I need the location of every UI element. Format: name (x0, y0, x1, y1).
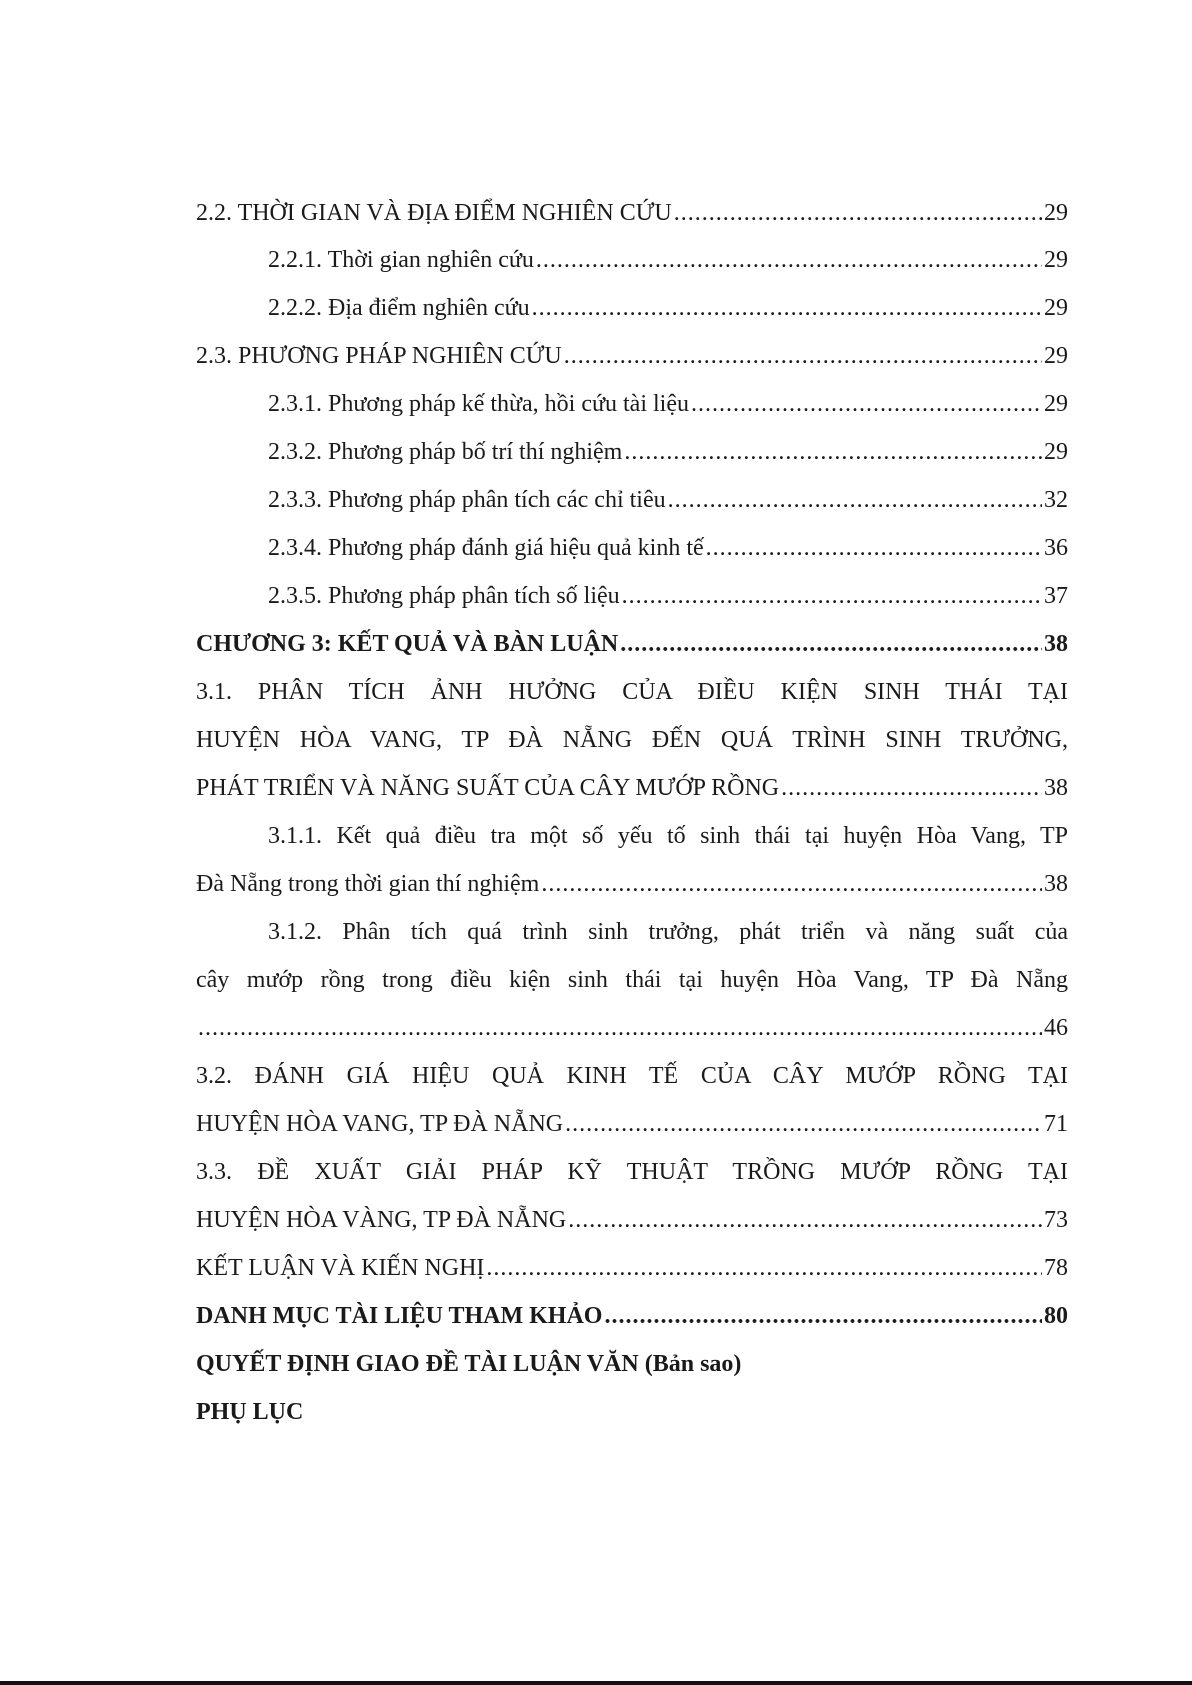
toc-entry[interactable] (196, 1200, 1068, 1240)
leader-dots (781, 768, 1042, 808)
leader-dots (536, 240, 1042, 280)
toc-entry-title: DANH MỤC TÀI LIỆU THAM KHẢO (196, 1303, 603, 1329)
toc-entry-title: 2.3.1. Phương pháp kế thừa, hồi cứu tài liệu (268, 391, 689, 417)
toc-entry-title: PHÁT TRIỂN VÀ NĂNG SUẤT CỦA CÂY MƯỚP RỒNG (196, 775, 780, 801)
toc-entry[interactable] (196, 193, 1068, 233)
toc-entry-line[interactable]: cây mướp rồng trong điều kiện sinh thái tại huyện Hòa Vang, TP Đà Nẵng (196, 967, 1068, 993)
toc-entry-page: 38 (1044, 871, 1068, 897)
toc-entry-title: 2.3. PHƯƠNG PHÁP NGHIÊN CỨU (196, 343, 562, 369)
toc-entry-title: Đà Nẵng trong thời gian thí nghiệm (196, 871, 540, 897)
toc-entry-line[interactable]: 3.1.2. Phân tích quá trình sinh trưởng, phát triển và năng suất của (268, 919, 1068, 945)
toc-entry-page: 29 (1044, 295, 1068, 321)
leader-dots (624, 432, 1042, 472)
toc-entry[interactable] (196, 768, 1068, 808)
toc-entry[interactable]: PHỤ LỤC (196, 1399, 304, 1425)
toc-entry-title: 2.2.2. Địa điểm nghiên cứu (268, 295, 530, 321)
leader-dots (568, 1200, 1042, 1240)
toc-entry-page: 29 (1044, 247, 1068, 273)
toc-entry[interactable]: QUYẾT ĐỊNH GIAO ĐỀ TÀI LUẬN VĂN (Bản sao) (196, 1351, 742, 1377)
toc-entry-page: 29 (1044, 200, 1068, 226)
leader-dots (620, 624, 1042, 664)
leader-dots (622, 576, 1042, 616)
toc-entry[interactable] (196, 1104, 1068, 1144)
leader-dots (706, 528, 1042, 568)
toc-entry-page: 46 (1044, 1015, 1068, 1041)
toc-entry-page: 80 (1044, 1303, 1068, 1329)
bottom-edge-rule (0, 1681, 1192, 1685)
toc-entry-page: 71 (1044, 1111, 1068, 1137)
toc-entry-page: 78 (1044, 1255, 1068, 1281)
toc-entry[interactable] (196, 288, 1068, 328)
toc-entry-title: 2.3.5. Phương pháp phân tích số liệu (268, 583, 620, 609)
toc-entry-title: CHƯƠNG 3: KẾT QUẢ VÀ BÀN LUẬN (196, 631, 619, 657)
leader-dots (532, 288, 1042, 328)
toc-entry-page: 37 (1044, 583, 1068, 609)
toc-entry-title: 2.2.1. Thời gian nghiên cứu (268, 247, 534, 273)
leader-dots (668, 480, 1042, 520)
toc-entry-page: 29 (1044, 343, 1068, 369)
toc-entry-page: 38 (1044, 631, 1068, 657)
toc-entry[interactable] (196, 432, 1068, 472)
toc-entry-title: 2.3.3. Phương pháp phân tích các chỉ tiêu (268, 487, 666, 513)
leader-dots (564, 336, 1042, 376)
toc-entry-page: 32 (1044, 487, 1068, 513)
leader-dots (486, 1248, 1042, 1288)
toc-entry-page: 38 (1044, 775, 1068, 801)
toc-entry-line[interactable]: 3.3. ĐỀ XUẤT GIẢI PHÁP KỸ THUẬT TRỒNG MƯỚP RỒNG TẠI (196, 1159, 1068, 1185)
toc-entry-page: 73 (1044, 1207, 1068, 1233)
leader-dots (565, 1104, 1042, 1144)
toc-entry-title: 2.3.4. Phương pháp đánh giá hiệu quả kinh tế (268, 535, 704, 561)
toc-entry-title: KẾT LUẬN VÀ KIẾN NGHỊ (196, 1255, 485, 1281)
leader-dots (198, 1008, 1042, 1048)
toc-entry-title: HUYỆN HÒA VÀNG, TP ĐÀ NẴNG (196, 1207, 567, 1233)
toc-entry[interactable] (196, 528, 1068, 568)
toc-entry[interactable] (196, 1296, 1068, 1336)
toc-entry[interactable] (196, 384, 1068, 424)
toc-entry-line[interactable]: HUYỆN HÒA VANG, TP ĐÀ NẴNG ĐẾN QUÁ TRÌNH SINH TRƯỞNG, (196, 727, 1068, 753)
toc-entry-page: 29 (1044, 439, 1068, 465)
toc-entry-line[interactable]: 3.2. ĐÁNH GIÁ HIỆU QUẢ KINH TẾ CỦA CÂY MƯỚP RỒNG TẠI (196, 1063, 1068, 1089)
toc-entry-page: 36 (1044, 535, 1068, 561)
toc-entry[interactable] (196, 240, 1068, 280)
toc-entry[interactable] (196, 336, 1068, 376)
toc-entry[interactable] (196, 576, 1068, 616)
toc-entry-title: 2.2. THỜI GIAN VÀ ĐỊA ĐIỂM NGHIÊN CỨU (196, 200, 672, 226)
toc-entry[interactable] (196, 1008, 1068, 1048)
leader-dots (691, 384, 1042, 424)
toc-entry[interactable] (196, 480, 1068, 520)
toc-entry-title: 2.3.2. Phương pháp bố trí thí nghiệm (268, 439, 623, 465)
leader-dots (674, 193, 1042, 233)
toc-entry-page: 29 (1044, 391, 1068, 417)
toc-chapter-entry[interactable] (196, 624, 1068, 664)
toc-entry[interactable] (196, 864, 1068, 904)
toc-entry-title: HUYỆN HÒA VANG, TP ĐÀ NẴNG (196, 1111, 564, 1137)
leader-dots (541, 864, 1042, 904)
toc-entry-line[interactable]: 3.1.1. Kết quả điều tra một số yếu tố sinh thái tại huyện Hòa Vang, TP (268, 823, 1068, 849)
toc-entry[interactable] (196, 1248, 1068, 1288)
leader-dots (604, 1296, 1042, 1336)
toc-entry-line[interactable]: 3.1. PHÂN TÍCH ẢNH HƯỞNG CỦA ĐIỀU KIỆN SINH THÁI TẠI (196, 679, 1068, 705)
